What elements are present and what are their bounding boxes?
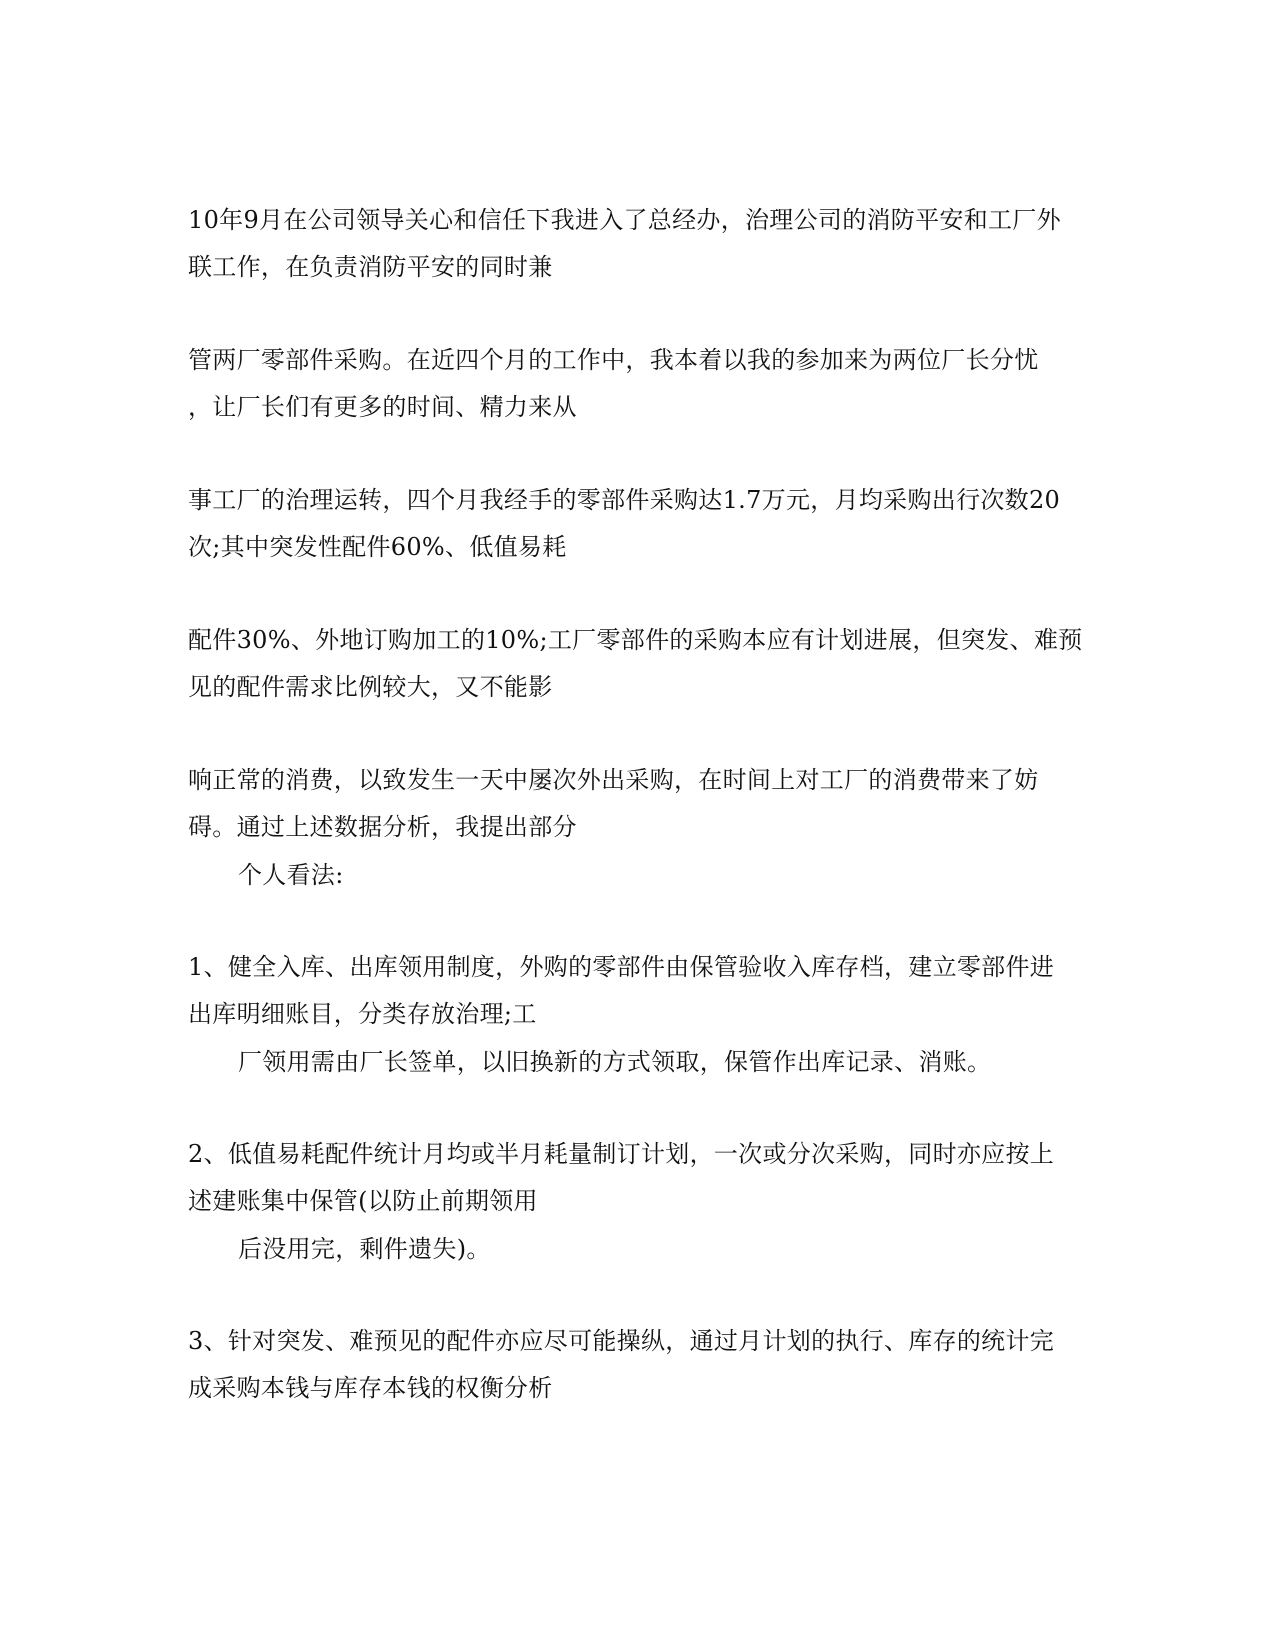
paragraph-line: 出库明细账目，分类存放治理;工 [188,1000,537,1028]
paragraph-line: 配件30%、外地订购加工的10%;工厂零部件的采购本应有计划进展，但突发、难预 [188,626,1083,654]
paragraph-line: 3、针对突发、难预见的配件亦应尽可能操纵，通过月计划的执行、库存的统计完 [188,1327,1055,1355]
paragraph-line: 述建账集中保管(以防止前期领用 [188,1187,538,1215]
paragraph-line: 见的配件需求比例较大，又不能影 [188,673,553,701]
paragraph-line: 碍。通过上述数据分析，我提出部分 [188,813,577,841]
paragraph-line: 1、健全入库、出库领用制度，外购的零部件由保管验收入库存档，建立零部件进 [188,953,1055,981]
paragraph-line: 次;其中突发性配件60%、低值易耗 [188,533,567,561]
paragraph-line: 后没用完，剩件遗失)。 [238,1235,491,1263]
paragraph-line: 2、低值易耗配件统计月均或半月耗量制订计划，一次或分次采购，同时亦应按上 [188,1140,1055,1168]
paragraph-line: ，让厂长们有更多的时间、精力来从 [188,393,577,421]
paragraph-line: 个人看法: [238,861,344,889]
paragraph-line: 成采购本钱与库存本钱的权衡分析 [188,1374,553,1402]
paragraph-line: 10年9月在公司领导关心和信任下我进入了总经办，治理公司的消防平安和工厂外 [188,206,1061,234]
paragraph-line: 管两厂零部件采购。在近四个月的工作中，我本着以我的参加来为两位厂长分忧 [188,346,1039,374]
paragraph-line: 联工作，在负责消防平安的同时兼 [188,253,553,281]
paragraph-line: 事工厂的治理运转，四个月我经手的零部件采购达1.7万元，月均采购出行次数20 [188,486,1061,514]
paragraph-line: 响正常的消费，以致发生一天中屡次外出采购，在时间上对工厂的消费带来了妨 [188,766,1039,794]
paragraph-line: 厂领用需由厂长签单，以旧换新的方式领取，保管作出库记录、消账。 [238,1048,992,1076]
